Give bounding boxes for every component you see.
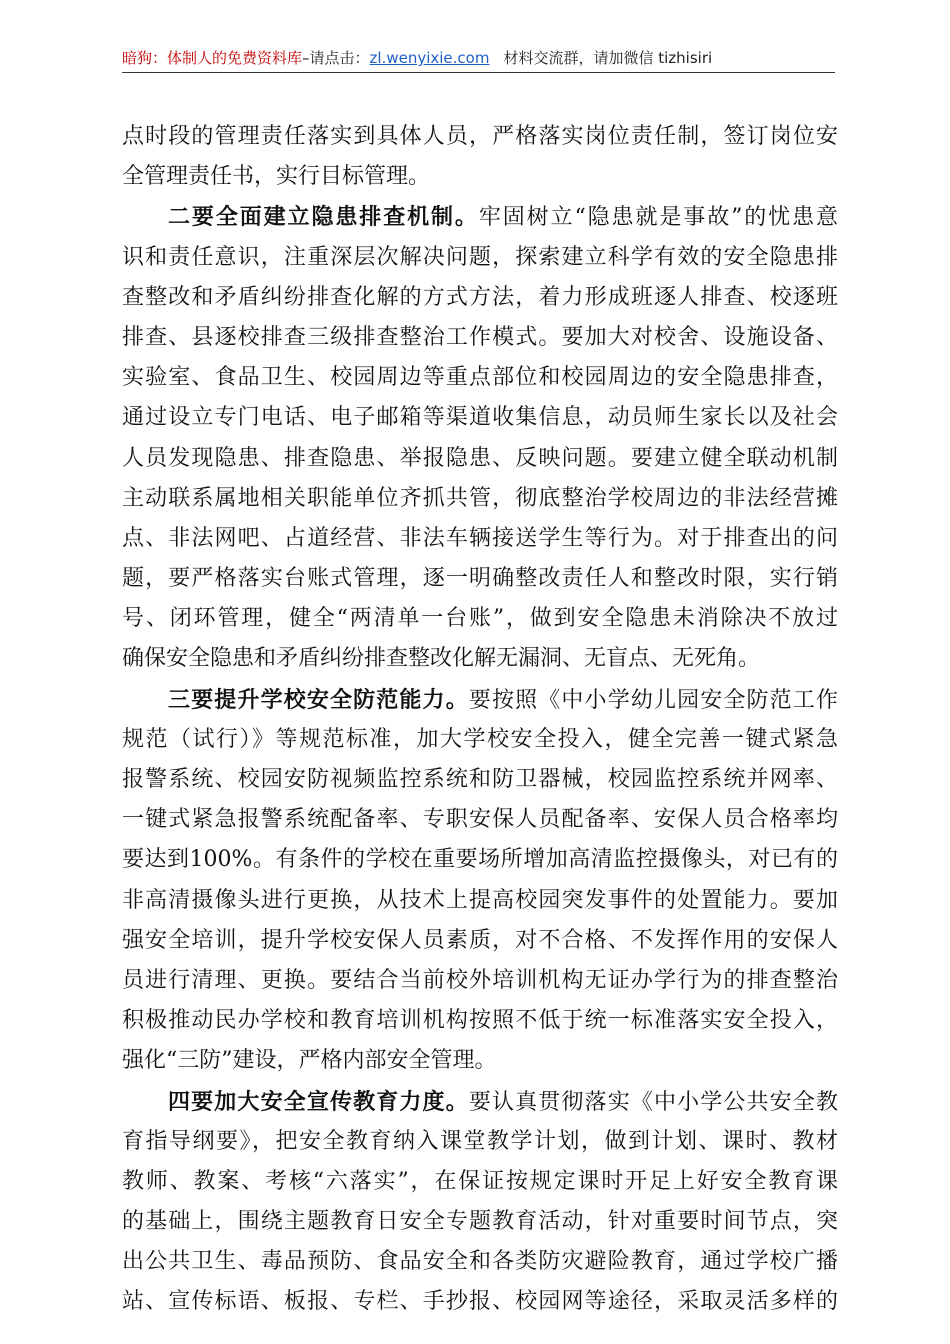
paragraph-line: 题，要严格落实台账式管理，逐一明确整改责任人和整改时限，实行销 bbox=[122, 566, 838, 592]
paragraph-line: 实验室、食品卫生、校园周边等重点部位和校园周边的安全隐患排查， bbox=[122, 365, 838, 391]
paragraph-line: 出公共卫生、毒品预防、食品安全和各类防灾避险教育，通过学校广播 bbox=[122, 1249, 838, 1275]
paragraph-line: 育指导纲要》，把安全教育纳入课堂教学计划，做到计划、课时、教材 bbox=[122, 1128, 838, 1154]
header-brand: 暗狗：体制人的免费资料库 bbox=[122, 49, 303, 67]
paragraph-line: 识和责任意识，注重深层次解决问题，探索建立科学有效的安全隐患排 bbox=[122, 244, 838, 270]
header-prompt: –请点击： bbox=[302, 49, 370, 67]
paragraph-line: 教师、教案、考核“六落实”，在保证按规定课时开足上好安全教育课 bbox=[122, 1168, 838, 1194]
paragraph-line: 一键式紧急报警系统配备率、专职安保人员配备率、安保人员合格率均 bbox=[122, 807, 838, 833]
paragraph-first-line bbox=[122, 197, 838, 237]
paragraph-line: 的基础上，围绕主题教育日安全专题教育活动，针对重要时间节点，突 bbox=[122, 1209, 838, 1235]
paragraph-line: 报警系统、校园安防视频监控系统和防卫器械，校园监控系统并网率、 bbox=[122, 767, 838, 792]
paragraph-line: 强化“三防”建设，严格内部安全管理。 bbox=[122, 1048, 497, 1074]
paragraph-first-text: 要认真贯彻落实《中小学公共安全教 bbox=[468, 1089, 838, 1115]
paragraph-line: 要达到100%。有条件的学校在重要场所增加高清监控摄像头，对已有的 bbox=[122, 847, 838, 873]
paragraph-line: 员进行清理、更换。要结合当前校外培训机构无证办学行为的排查整治 bbox=[122, 967, 838, 993]
header-divider bbox=[122, 72, 835, 73]
paragraph-line: 号、闭环管理，健全“两清单一台账”，做到安全隐患未消除决不放过 bbox=[122, 606, 838, 632]
paragraph-line: 站、宣传标语、板报、专栏、手抄报、校园网等途径，采取灵活多样的 bbox=[122, 1289, 838, 1315]
paragraph-line: 强安全培训，提升学校安保人员素质，对不合格、不发挥作用的安保人 bbox=[122, 927, 838, 953]
document-body bbox=[122, 117, 838, 1323]
paragraph-first-line bbox=[122, 680, 838, 720]
paragraph-line: 积极推动民办学校和教育培训机构按照不低于统一标准落实安全投入， bbox=[122, 1008, 838, 1034]
paragraph-line: 查整改和矛盾纠纷排查化解的方式方法，着力形成班逐人排查、校逐班 bbox=[122, 284, 838, 310]
paragraph-heading: 三要提升学校安全防范能力。 bbox=[168, 686, 469, 713]
paragraph-line: 人员发现隐患、排查隐患、举报隐患、反映问题。要建立健全联动机制 bbox=[122, 445, 838, 471]
page-header bbox=[122, 45, 834, 71]
paragraph-line: 点、非法网吧、占道经营、非法车辆接送学生等行为。对于排查出的问 bbox=[122, 525, 838, 551]
header-link[interactable]: zl.wenyixie.com bbox=[369, 49, 490, 67]
paragraph-line: 通过设立专门电话、电子邮箱等渠道收集信息，动员师生家长以及社会 bbox=[122, 405, 838, 431]
paragraph-heading: 二要全面建立隐患排查机制。 bbox=[168, 204, 479, 231]
paragraph-heading: 四要加大安全宣传教育力度。 bbox=[168, 1088, 469, 1115]
paragraph-line: 全管理责任书，实行目标管理。 bbox=[122, 164, 431, 190]
paragraph-first-text: 牢固树立“隐患就是事故”的忧患意 bbox=[478, 205, 838, 231]
paragraph-line: 非高清摄像头进行更换，从技术上提高校园突发事件的处置能力。要加 bbox=[122, 887, 838, 913]
paragraph-line: 确保安全隐患和矛盾纠纷排查整改化解无漏洞、无盲点、无死角。 bbox=[122, 646, 761, 672]
paragraph-line: 点时段的管理责任落实到具体人员，严格落实岗位责任制，签订岗位安 bbox=[122, 124, 838, 149]
paragraph-line: 排查、县逐校排查三级排查整治工作模式。要加大对校舍、设施设备、 bbox=[122, 324, 838, 350]
paragraph-first-line bbox=[122, 1082, 838, 1122]
paragraph-line: 规范（试行）》等规范标准，加大学校安全投入，健全完善一键式紧急 bbox=[122, 726, 838, 752]
paragraph-line: 主动联系属地相关职能单位齐抓共管，彻底整治学校周边的非法经营摊 bbox=[122, 485, 838, 511]
header-group-note: 材料交流群，请加微信 tizhisiri bbox=[503, 49, 713, 67]
paragraph-first-text: 要按照《中小学幼儿园安全防范工作 bbox=[468, 687, 838, 713]
